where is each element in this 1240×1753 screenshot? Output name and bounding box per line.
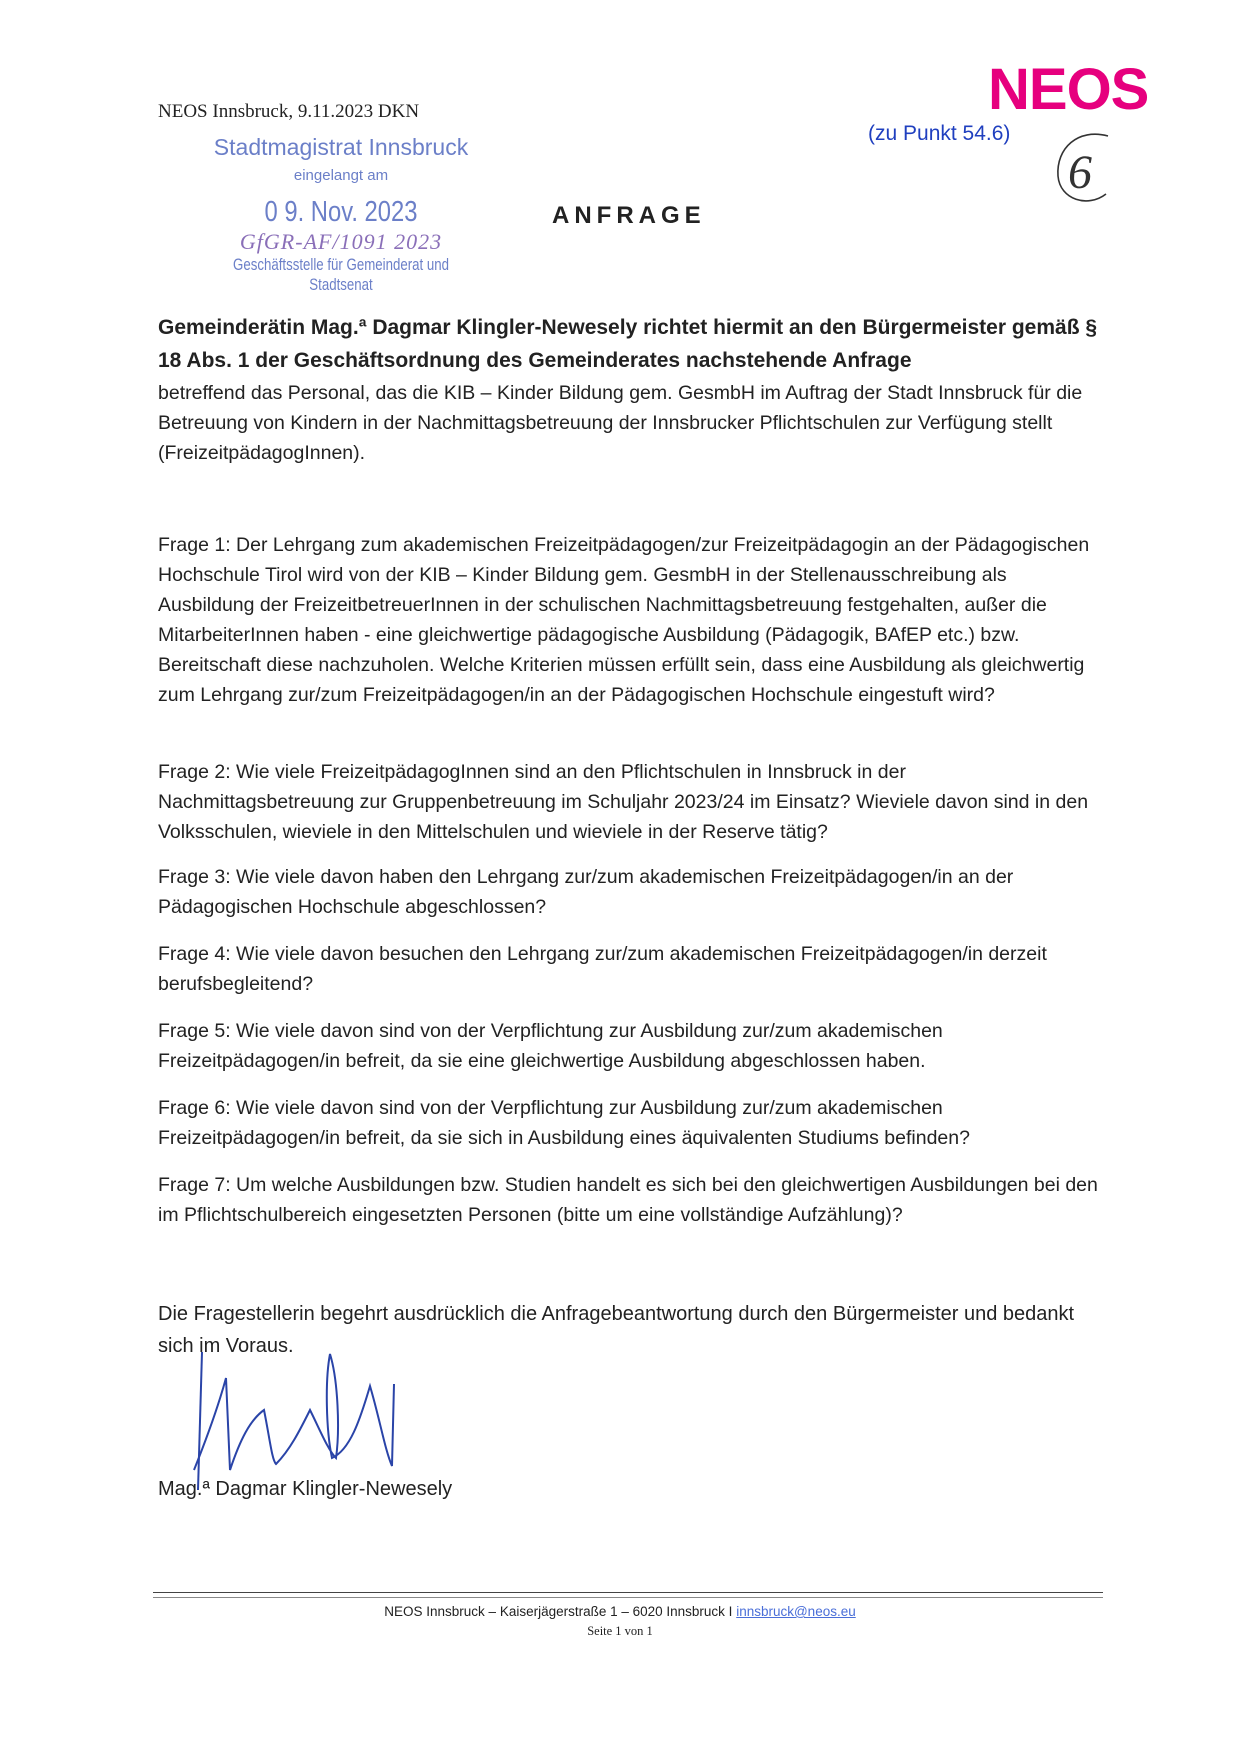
stamp-date: 0 9. Nov. 2023 [264,196,418,228]
handwritten-number: 6 [1068,146,1092,199]
footer-address [0,1604,1240,1619]
stamp-office: Stadtmagistrat Innsbruck [213,134,469,160]
handwritten-number-circle [1048,128,1120,208]
question-7: Frage 7: Um welche Ausbildungen bzw. Studien handelt es sich bei den gleichwertigen Ausbildungen bei den im Pflichtschulbereich eingesetzten Personen (bitte um eine vollständige Aufzählung)? [158,1174,1098,1226]
closing-text: Die Fragestellerin begehrt ausdrücklich die Anfragebeantwortung durch den Bürgermeister und bedankt sich im Voraus. [158,1303,1075,1357]
stamp-received-label: eingelangt am [293,167,389,184]
footer-email-link[interactable]: innsbruck@neos.eu [736,1604,856,1619]
question-2: Frage 2: Wie viele FreizeitpädagogInnen sind an den Pflichtschulen in Innsbruck in der Nachmittagsbetreuung zur Gruppenbetreuung im Schuljahr 2023/24 im Einsatz? Wieviele davon sind in den Volksschulen, wieviele in den Mittelschulen und wieviele in der Reserve tätig? [158,761,1089,843]
question-5: Frage 5: Wie viele davon sind von der Verpflichtung zur Ausbildung zur/zum akademischen Freizeitpädagogen/in befreit, da sie eine gleichwertige Ausbildung abgeschlossen haben. [158,1020,943,1072]
received-stamp [176,134,506,295]
footer-divider-secondary [153,1597,1103,1598]
footer-divider [153,1592,1103,1593]
question-3: Frage 3: Wie viele davon haben den Lehrgang zur/zum akademischen Freizeitpädagogen/in an der Pädagogischen Hochschule abgeschlossen? [158,866,1014,918]
neos-logo: NEOS [988,57,1149,122]
signature-name: Mag.ª Dagmar Klingler-Newesely [158,1478,453,1500]
document-title: ANFRAGE [552,202,706,229]
question-1: Frage 1: Der Lehrgang zum akademischen Freizeitpädagogen/zur Freizeitpädagogin an der Pädagogischen Hochschule Tirol wird von der KIB – Kinder Bildung gem. GesmbH in der Stellenausschreibung als Ausbildung der FreizeitbetreuerInnen in der schulischen Nachmittagsbetreuung festgehalten, außer die MitarbeiterInnen haben - eine gleichwertige pädagogische Ausbildung (Pädagogik, BAfEP etc.) bzw. Bereitschaft diese nachzuholen. Welche Kriterien müssen erfüllt sein, dass eine Ausbildung als gleichwertig zum Lehrgang zur/zum Freizeitpädagogen/in an der Pädagogischen Hochschule eingestuft wird? [158,534,1090,706]
handwritten-signature [180,1340,420,1500]
agenda-reference: (zu Punkt 54.6) [868,122,1011,145]
question-6: Frage 6: Wie viele davon sind von der Verpflichtung zur Ausbildung zur/zum akademischen Freizeitpädagogen/in befreit, da sie sich in Ausbildung eines äquivalenten Studiums befinden? [158,1097,970,1149]
footer-address-text: NEOS Innsbruck – Kaiserjägerstraße 1 – 6020 Innsbruck I [384,1604,737,1619]
intro-bold: Gemeinderätin Mag.ª Dagmar Klingler-Newesely richtet hiermit an den Bürgermeister gemäß § 18 Abs. 1 der Geschäftsordnung des Gemeinderates nachstehende Anfrage [158,316,1098,372]
intro-text: betreffend das Personal, das die KIB – Kinder Bildung gem. GesmbH im Auftrag der Stadt Innsbruck für die Betreuung von Kindern in der Nachmittagsbetreuung der Innsbrucker Pflichtschulen zur Verfügung stellt (FreizeitpädagogInnen). [158,382,1083,464]
page-number: Seite 1 von 1 [587,1624,653,1638]
sender-line: NEOS Innsbruck, 9.11.2023 DKN [158,101,420,122]
stamp-department: Geschäftsstelle für Gemeinderat und Stadtsenat [233,255,449,294]
stamp-handwritten-ref: GfGR-AF/1091 2023 [239,229,443,254]
question-4: Frage 4: Wie viele davon besuchen den Lehrgang zur/zum akademischen Freizeitpädagogen/in derzeit berufsbegleitend? [158,943,1047,995]
